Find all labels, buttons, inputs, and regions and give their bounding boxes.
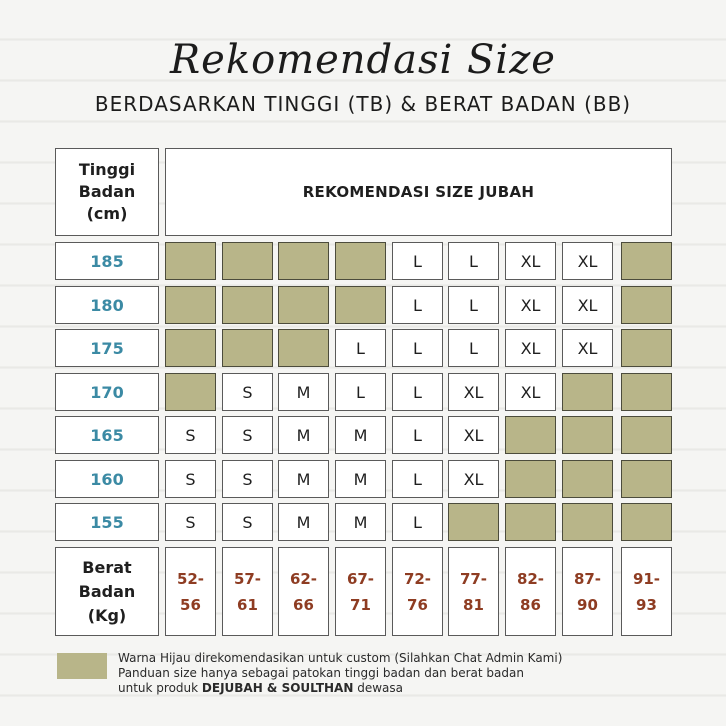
size-cell	[562, 242, 613, 280]
custom-size-cell	[222, 286, 273, 324]
custom-size-cell	[278, 329, 329, 367]
page-subtitle: BERDASARKAN TINGGI (TB) & BERAT BADAN (BB)	[94, 92, 632, 116]
custom-size-cell	[165, 329, 216, 367]
size-cell	[335, 503, 386, 541]
custom-size-cell	[621, 286, 672, 324]
size-value: L	[413, 469, 422, 489]
weight-range	[633, 566, 660, 618]
custom-size-cell	[505, 503, 556, 541]
weight-cell	[165, 547, 216, 636]
size-cell	[392, 503, 443, 541]
size-value: S	[185, 425, 196, 445]
height-value: 160	[90, 469, 124, 489]
size-cell	[392, 286, 443, 324]
weight-range-line: 87-	[573, 569, 602, 588]
custom-size-cell	[562, 503, 613, 541]
size-value: L	[469, 338, 478, 358]
weight-range	[234, 566, 261, 618]
weight-range-line: 93	[636, 595, 657, 614]
size-cell	[278, 416, 329, 454]
size-cell	[165, 503, 216, 541]
custom-size-cell	[562, 460, 613, 498]
size-cell	[448, 373, 499, 411]
weight-range	[290, 566, 317, 618]
height-cell	[55, 242, 159, 280]
size-cell	[392, 242, 443, 280]
weight-cell	[562, 547, 613, 636]
weight-range-line: 71	[350, 595, 371, 614]
size-cell	[278, 503, 329, 541]
size-cell	[335, 373, 386, 411]
size-cell	[448, 460, 499, 498]
size-cell	[448, 242, 499, 280]
size-cell	[392, 329, 443, 367]
size-cell	[505, 373, 556, 411]
size-value: M	[353, 469, 368, 489]
size-value: S	[242, 382, 253, 402]
custom-size-cell	[505, 416, 556, 454]
height-cell	[55, 416, 159, 454]
weight-header-line: Badan	[78, 581, 136, 601]
size-cell	[392, 373, 443, 411]
size-value: L	[356, 338, 365, 358]
custom-size-cell	[505, 460, 556, 498]
size-value: XL	[577, 338, 598, 358]
weight-header-label	[79, 556, 136, 628]
row-header-cell	[55, 148, 159, 236]
size-cell	[505, 329, 556, 367]
weight-cell	[222, 547, 273, 636]
size-cell	[165, 416, 216, 454]
custom-size-cell	[621, 460, 672, 498]
row-header-line: Tinggi	[78, 160, 136, 179]
legend-line-3-suffix: dewasa	[353, 681, 403, 695]
size-cell	[335, 416, 386, 454]
size-cell	[448, 286, 499, 324]
size-value: M	[353, 512, 368, 532]
legend-text	[118, 651, 718, 696]
height-value: 165	[90, 425, 124, 445]
height-cell	[55, 503, 159, 541]
weight-range-line: 91-	[632, 569, 661, 588]
weight-header-line: Berat	[82, 557, 132, 577]
weight-cell	[392, 547, 443, 636]
custom-size-cell	[621, 329, 672, 367]
legend-line-1: Warna Hijau direkomendasikan untuk custom (Silahkan Chat Admin Kami)	[118, 651, 563, 665]
size-value: S	[185, 512, 196, 532]
size-value: M	[296, 425, 311, 445]
weight-header-cell	[55, 547, 159, 636]
size-value: L	[469, 251, 478, 271]
custom-size-cell	[621, 416, 672, 454]
size-cell	[222, 460, 273, 498]
legend-line-2: Panduan size hanya sebagai patokan tinggi badan dan berat badan	[118, 666, 524, 680]
size-cell	[278, 373, 329, 411]
weight-range	[460, 566, 487, 618]
custom-size-cell	[562, 416, 613, 454]
size-value: L	[413, 425, 422, 445]
custom-size-cell	[448, 503, 499, 541]
weight-cell	[335, 547, 386, 636]
size-value: L	[413, 512, 422, 532]
custom-size-cell	[621, 503, 672, 541]
custom-size-cell	[562, 373, 613, 411]
size-cell	[335, 460, 386, 498]
size-value: XL	[520, 251, 541, 271]
weight-range-line: 66	[293, 595, 314, 614]
custom-size-cell	[165, 242, 216, 280]
size-cell	[392, 460, 443, 498]
weight-cell	[278, 547, 329, 636]
size-cell	[562, 329, 613, 367]
size-cell	[222, 416, 273, 454]
weight-range	[347, 566, 374, 618]
size-value: L	[413, 382, 422, 402]
size-value: M	[296, 512, 311, 532]
size-cell	[165, 460, 216, 498]
weight-range-line: 82-	[516, 569, 545, 588]
size-value: XL	[463, 425, 484, 445]
custom-size-cell	[222, 242, 273, 280]
weight-range-line: 90	[577, 595, 598, 614]
weight-range-line: 67-	[346, 569, 375, 588]
custom-size-cell	[278, 242, 329, 280]
size-value: XL	[463, 382, 484, 402]
size-cell	[562, 286, 613, 324]
size-cell	[448, 416, 499, 454]
size-cell	[505, 242, 556, 280]
custom-size-cell	[621, 373, 672, 411]
height-cell	[55, 373, 159, 411]
weight-range-line: 56	[180, 595, 201, 614]
size-value: XL	[577, 251, 598, 271]
size-value: M	[353, 425, 368, 445]
size-value: S	[242, 469, 253, 489]
size-cell	[278, 460, 329, 498]
row-header-line: Badan	[78, 182, 136, 201]
height-cell	[55, 286, 159, 324]
weight-range-line: 52-	[176, 569, 205, 588]
weight-range	[574, 566, 601, 618]
size-value: M	[296, 382, 311, 402]
weight-range-line: 62-	[289, 569, 318, 588]
column-header-cell	[165, 148, 672, 236]
weight-range	[177, 566, 204, 618]
size-value: S	[242, 512, 253, 532]
size-cell	[392, 416, 443, 454]
size-value: L	[413, 251, 422, 271]
size-value: L	[356, 382, 365, 402]
weight-range-line: 72-	[403, 569, 432, 588]
custom-size-cell	[222, 329, 273, 367]
custom-size-cell	[621, 242, 672, 280]
custom-size-cell	[335, 242, 386, 280]
column-header-label: REKOMENDASI SIZE JUBAH	[302, 183, 535, 201]
weight-range-line: 76	[407, 595, 428, 614]
custom-size-cell	[335, 286, 386, 324]
row-header-label	[79, 159, 136, 225]
size-value: XL	[520, 338, 541, 358]
weight-cell	[448, 547, 499, 636]
weight-range-line: 61	[237, 595, 258, 614]
weight-range	[404, 566, 431, 618]
height-value: 170	[90, 382, 124, 402]
weight-header-line: (Kg)	[87, 605, 127, 625]
height-value: 155	[90, 512, 124, 532]
size-value: XL	[520, 295, 541, 315]
size-value: M	[296, 469, 311, 489]
legend-brand-names: DEJUBAH & SOULTHAN	[201, 681, 354, 695]
size-cell	[335, 329, 386, 367]
custom-size-cell	[278, 286, 329, 324]
height-cell	[55, 329, 159, 367]
custom-size-cell	[165, 373, 216, 411]
weight-range-line: 77-	[459, 569, 488, 588]
legend-line-3	[118, 681, 718, 696]
size-value: S	[185, 469, 196, 489]
size-value: L	[413, 338, 422, 358]
size-value: S	[242, 425, 253, 445]
weight-range-line: 57-	[233, 569, 262, 588]
size-cell	[505, 286, 556, 324]
size-value: L	[413, 295, 422, 315]
weight-cell	[505, 547, 556, 636]
height-value: 185	[90, 251, 124, 271]
weight-range	[517, 566, 544, 618]
size-cell	[222, 503, 273, 541]
legend-line-3-prefix: untuk produk	[118, 681, 202, 695]
weight-cell	[621, 547, 672, 636]
height-cell	[55, 460, 159, 498]
weight-range-line: 81	[463, 595, 484, 614]
custom-size-cell	[165, 286, 216, 324]
size-value: L	[469, 295, 478, 315]
weight-range-line: 86	[520, 595, 541, 614]
page-title: Rekomendasi Size	[170, 37, 556, 83]
size-value: XL	[577, 295, 598, 315]
legend-green-swatch	[57, 653, 107, 679]
size-value: XL	[520, 382, 541, 402]
size-cell	[222, 373, 273, 411]
size-value: XL	[463, 469, 484, 489]
row-header-line: (cm)	[86, 204, 128, 223]
size-cell	[448, 329, 499, 367]
height-value: 175	[90, 338, 124, 358]
height-value: 180	[90, 295, 124, 315]
